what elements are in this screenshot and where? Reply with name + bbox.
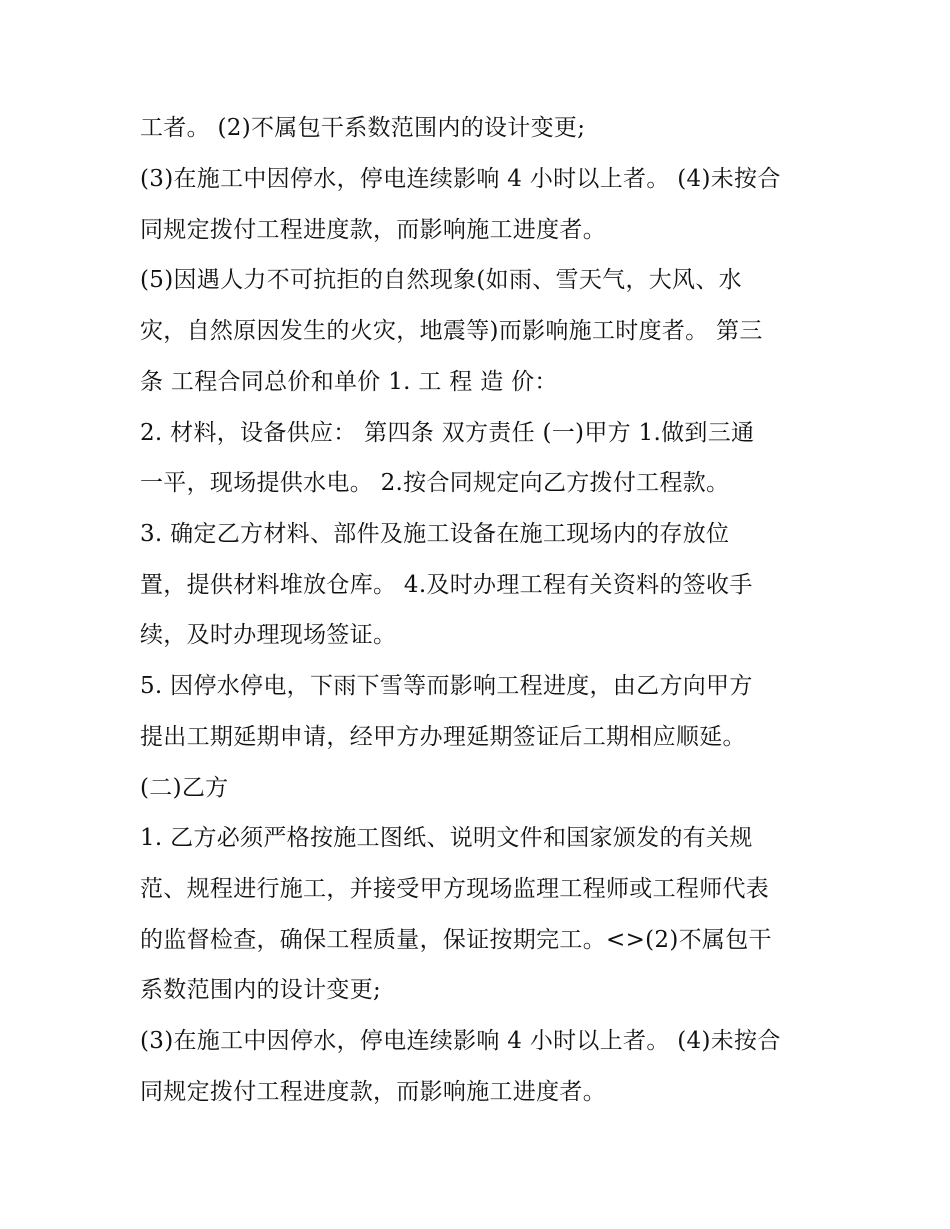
- text-line: 5. 因停水停电，下雨下雪等而影响工程进度，由乙方向甲方: [140, 673, 753, 699]
- text-line: 续，及时办理现场签证。: [140, 622, 397, 648]
- text-line: 置，提供材料堆放仓库。 4.及时办理工程有关资料的签收手: [140, 572, 753, 598]
- text-line: (5)因遇人力不可抗拒的自然现象(如雨、雪天气，大风、水: [140, 267, 742, 293]
- text-line: 同规定拨付工程进度款，而影响施工进度者。: [140, 217, 606, 243]
- text-line: (3)在施工中因停水，停电连续影响 4 小时以上者。 (4)未按合: [140, 166, 781, 192]
- text-line: (二)乙方: [140, 775, 229, 801]
- text-line: 3. 确定乙方材料、部件及施工设备在施工现场内的存放位: [140, 521, 730, 547]
- text-line: 一平，现场提供水电。 2.按合同规定向乙方拨付工程款。: [140, 470, 730, 496]
- text-line: 系数范围内的设计变更;: [140, 977, 382, 1003]
- text-line: 同规定拨付工程进度款，而影响施工进度者。: [140, 1079, 606, 1105]
- text-line: (3)在施工中因停水，停电连续影响 4 小时以上者。 (4)未按合: [140, 1028, 781, 1054]
- text-line: 灾，自然原因发生的火灾，地震等)而影响施工时度者。 第三: [140, 318, 763, 344]
- text-line: 的监督检查，确保工程质量，保证按期完工。<>(2)不属包干: [140, 927, 772, 953]
- text-line: 提出工期延期申请，经甲方办理延期签证后工期相应顺延。: [140, 724, 746, 750]
- text-line: 1. 乙方必须严格按施工图纸、说明文件和国家颁发的有关规: [140, 825, 753, 851]
- text-line: 工者。 (2)不属包干系数范围内的设计变更;: [140, 115, 586, 141]
- text-line: 范、规程进行施工，并接受甲方现场监理工程师或工程师代表: [140, 876, 770, 902]
- text-line: 2. 材料，设备供应： 第四条 双方责任 (一)甲方 1.做到三通: [140, 420, 755, 446]
- text-line: 条 工程合同总价和单价 1. 工 程 造 价：: [140, 369, 558, 395]
